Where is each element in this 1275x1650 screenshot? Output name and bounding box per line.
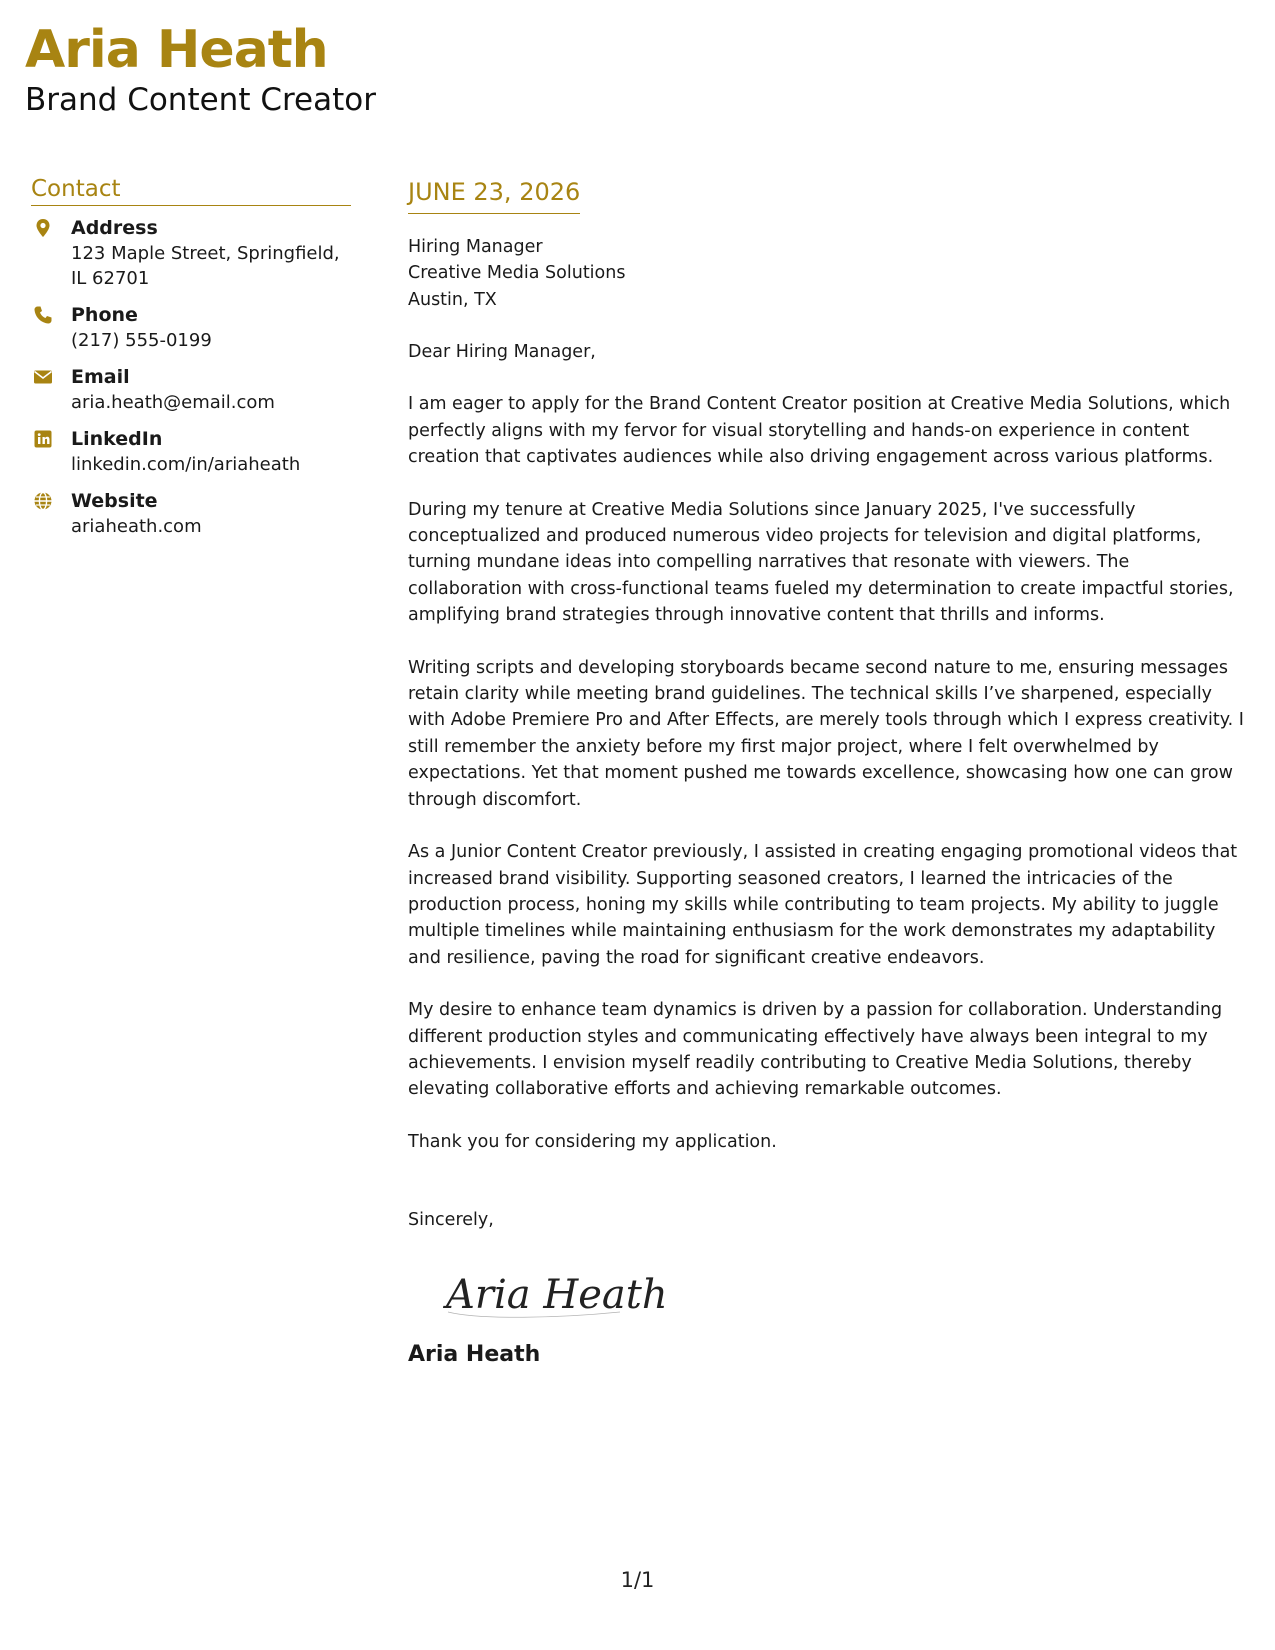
phone-value: (217) 555-0199	[71, 330, 212, 351]
contact-item-website	[31, 489, 351, 539]
recipient-line: Hiring Manager	[408, 236, 543, 257]
envelope-icon	[33, 367, 53, 387]
signature-text: Aria Heath	[446, 1271, 668, 1318]
paragraph: During my tenure at Creative Media Solutions since January 2025, I've successfully conceptualized and produced numerous video projects for television and digital platforms, turning mundane ideas into compelling narratives that resonate with viewers. The collaboration with cross-functional teams fueled my determination to create impactful stories, amplifying brand strategies through innovative content that thrills and informs.	[408, 499, 1234, 626]
letter-body	[408, 178, 1248, 1368]
handwritten-signature	[440, 1254, 1248, 1334]
contact-item-linkedin	[31, 427, 351, 477]
phone-icon	[33, 305, 53, 325]
contact-label: Website	[71, 490, 158, 512]
page-number: 1/1	[620, 1568, 655, 1592]
sign-off: Sincerely,	[408, 1210, 494, 1231]
address-value: 123 Maple Street, Springfield, IL 62701	[71, 243, 340, 289]
applicant-name: Aria Heath	[25, 20, 328, 80]
salutation: Dear Hiring Manager,	[408, 342, 596, 363]
contact-label: Address	[71, 217, 158, 239]
paragraph: My desire to enhance team dynamics is driven by a passion for collaboration. Understanding different production styles and communicating effectively have always been integral to my achievements. I envision myself readily contributing to Creative Media Solutions, thereby elevating collaborative efforts and achieving remarkable outcomes.	[408, 1000, 1223, 1100]
linkedin-icon	[33, 429, 53, 449]
paragraph: I am eager to apply for the Brand Content Creator position at Creative Media Solutions, which perfectly aligns with my fervor for visual storytelling and hands-on experience in content creation that captivates audiences while also driving engagement across various platforms.	[408, 394, 1231, 468]
signer-name: Aria Heath	[408, 1341, 541, 1367]
paragraph: Writing scripts and developing storyboards became second nature to me, ensuring messages retain clarity while meeting brand guidelines. The technical skills I’ve sharpened, especially with Adobe Premiere Pro and After Effects, are merely tools through which I express creativity. I still remember the anxiety before my first major project, where I felt overwhelmed by expectations. Yet that moment pushed me towards excellence, showcasing how one can grow through discomfort.	[408, 657, 1244, 810]
linkedin-value: linkedin.com/in/ariaheath	[71, 454, 301, 475]
contact-item-phone	[31, 303, 351, 353]
contact-item-email	[31, 365, 351, 415]
contact-sidebar	[31, 176, 351, 551]
globe-icon	[33, 491, 53, 511]
recipient-block	[408, 234, 1248, 313]
map-pin-icon	[33, 218, 53, 238]
contact-list	[31, 216, 351, 539]
contact-label: LinkedIn	[71, 428, 163, 450]
email-value: aria.heath@email.com	[71, 392, 275, 413]
contact-item-address	[31, 216, 351, 291]
contact-label: Phone	[71, 304, 138, 326]
letter-date: JUNE 23, 2026	[408, 178, 580, 214]
recipient-line: Creative Media Solutions	[408, 263, 626, 284]
contact-label: Email	[71, 366, 130, 388]
paragraph: As a Junior Content Creator previously, I assisted in creating engaging promotional videos that increased brand visibility. Supporting seasoned creators, I learned the intricacies of the production process, honing my skills while contributing to team projects. My ability to juggle multiple timelines while maintaining enthusiasm for the work demonstrates my adaptability and resilience, paving the road for significant creative endeavors.	[408, 842, 1238, 968]
recipient-line: Austin, TX	[408, 289, 497, 310]
closing-paragraph: Thank you for considering my application.	[408, 1131, 777, 1152]
job-title: Brand Content Creator	[25, 82, 376, 118]
website-value: ariaheath.com	[71, 516, 202, 537]
contact-heading: Contact	[31, 176, 351, 206]
